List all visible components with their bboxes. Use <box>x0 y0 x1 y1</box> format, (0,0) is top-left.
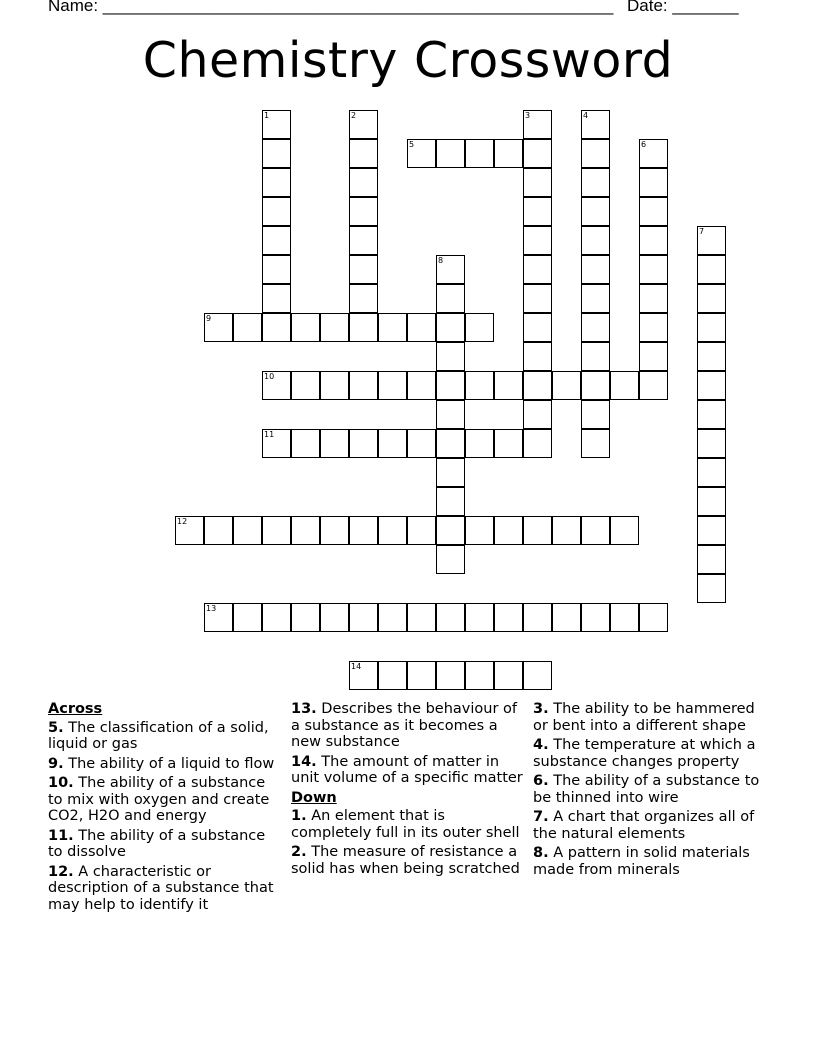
grid-cell[interactable] <box>523 400 552 429</box>
clue-number: 14. <box>291 753 317 770</box>
clue-text: Describes the behaviour of a substance as it becomes a new substance <box>291 701 518 750</box>
grid-cell[interactable] <box>378 313 407 342</box>
grid-cell[interactable] <box>697 487 726 516</box>
clue-number: 9. <box>48 755 64 772</box>
clue-text: A pattern in solid materials made from minerals <box>533 845 750 878</box>
clue-across-11 <box>48 828 280 861</box>
grid-cell[interactable] <box>320 516 349 545</box>
grid-cell[interactable] <box>291 371 320 400</box>
grid-cell[interactable] <box>465 371 494 400</box>
grid-cell[interactable] <box>697 284 726 313</box>
clue-across-9 <box>48 756 280 773</box>
grid-cell[interactable] <box>639 371 668 400</box>
clue-number: 1. <box>291 808 307 824</box>
clue-down-1 <box>291 808 523 841</box>
grid-cell[interactable] <box>407 429 436 458</box>
grid-cell[interactable] <box>436 429 465 458</box>
grid-cell[interactable] <box>407 313 436 342</box>
grid-cell[interactable] <box>320 371 349 400</box>
clue-text: An element that is completely full in its outer shell <box>291 808 520 841</box>
grid-cell[interactable] <box>639 255 668 284</box>
grid-cell[interactable] <box>262 168 291 197</box>
grid-cell[interactable] <box>262 226 291 255</box>
clue-across-10 <box>48 775 280 825</box>
grid-cell[interactable] <box>349 284 378 313</box>
clue-text: The ability to be hammered or bent into a different shape <box>533 701 755 734</box>
clue-text: The measure of resistance a solid has when being scratched <box>291 844 520 877</box>
grid-cell[interactable] <box>349 429 378 458</box>
grid-cell[interactable] <box>552 371 581 400</box>
grid-cell[interactable] <box>581 197 610 226</box>
grid-cell[interactable] <box>349 313 378 342</box>
grid-cell[interactable] <box>349 168 378 197</box>
clue-across-5 <box>48 720 280 753</box>
grid-cell[interactable] <box>581 603 610 632</box>
grid-cell[interactable] <box>465 603 494 632</box>
grid-cell[interactable] <box>233 603 262 632</box>
grid-cell[interactable] <box>262 255 291 284</box>
grid-cell[interactable] <box>639 313 668 342</box>
grid-cell[interactable] <box>436 342 465 371</box>
grid-cell[interactable] <box>407 603 436 632</box>
clue-number-label: 1 <box>264 111 270 120</box>
grid-cell[interactable] <box>262 139 291 168</box>
grid-cell[interactable] <box>378 429 407 458</box>
grid-cell[interactable] <box>349 661 378 690</box>
clue-across-12 <box>48 864 280 914</box>
grid-cell[interactable] <box>610 516 639 545</box>
date-field-label: Date: _______ <box>627 0 739 15</box>
clue-down-3 <box>533 701 765 734</box>
grid-cell[interactable] <box>581 342 610 371</box>
clue-number-label: 3 <box>525 111 531 120</box>
clue-across-14 <box>291 754 523 787</box>
grid-cell[interactable] <box>378 603 407 632</box>
grid-cell[interactable] <box>697 371 726 400</box>
grid-cell[interactable] <box>233 516 262 545</box>
clue-number-label: 5 <box>409 140 415 149</box>
clue-number: 10. <box>48 775 74 791</box>
grid-cell[interactable] <box>378 371 407 400</box>
clue-number: 3. <box>533 701 549 717</box>
grid-cell[interactable] <box>436 313 465 342</box>
grid-cell[interactable] <box>494 429 523 458</box>
clue-down-6 <box>533 773 765 806</box>
grid-cell[interactable] <box>291 603 320 632</box>
clue-number-label: 14 <box>351 662 362 671</box>
grid-cell[interactable] <box>436 516 465 545</box>
grid-cell[interactable] <box>523 661 552 690</box>
grid-cell[interactable] <box>436 139 465 168</box>
grid-cell[interactable] <box>523 429 552 458</box>
grid-cell[interactable] <box>378 516 407 545</box>
grid-cell[interactable] <box>523 284 552 313</box>
grid-cell[interactable] <box>436 284 465 313</box>
clue-column-2 <box>291 701 523 880</box>
clue-column-1 <box>48 701 280 916</box>
grid-cell[interactable] <box>204 313 233 342</box>
grid-cell[interactable] <box>552 516 581 545</box>
grid-cell[interactable] <box>407 661 436 690</box>
clue-number: 11. <box>48 827 74 844</box>
grid-cell[interactable] <box>465 661 494 690</box>
page-title: Chemistry Crossword <box>142 32 674 89</box>
grid-cell[interactable] <box>494 139 523 168</box>
grid-cell[interactable] <box>494 661 523 690</box>
grid-cell[interactable] <box>291 429 320 458</box>
clue-number-label: 9 <box>206 314 212 323</box>
grid-cell[interactable] <box>581 313 610 342</box>
grid-cell[interactable] <box>581 168 610 197</box>
clue-number-label: 6 <box>641 140 647 149</box>
grid-cell[interactable] <box>465 516 494 545</box>
grid-cell[interactable] <box>494 371 523 400</box>
name-field-label: Name: ______________________________________________________ <box>48 0 614 15</box>
grid-cell[interactable] <box>204 603 233 632</box>
grid-cell[interactable] <box>349 371 378 400</box>
grid-cell[interactable] <box>436 400 465 429</box>
grid-cell[interactable] <box>697 545 726 574</box>
grid-cell[interactable] <box>697 458 726 487</box>
grid-cell[interactable] <box>320 603 349 632</box>
clue-number: 13. <box>291 701 317 717</box>
clue-number-label: 7 <box>699 227 705 236</box>
grid-cell[interactable] <box>465 429 494 458</box>
grid-cell[interactable] <box>581 429 610 458</box>
grid-cell[interactable] <box>523 255 552 284</box>
grid-cell[interactable] <box>639 603 668 632</box>
grid-cell[interactable] <box>262 429 291 458</box>
clue-number: 8. <box>533 845 549 861</box>
grid-cell[interactable] <box>349 110 378 139</box>
grid-cell[interactable] <box>436 545 465 574</box>
grid-cell[interactable] <box>262 313 291 342</box>
clue-number: 7. <box>533 809 549 825</box>
grid-cell[interactable] <box>581 371 610 400</box>
grid-cell[interactable] <box>639 284 668 313</box>
clue-down-7 <box>533 809 765 842</box>
grid-cell[interactable] <box>639 342 668 371</box>
grid-cell[interactable] <box>523 516 552 545</box>
grid-cell[interactable] <box>291 516 320 545</box>
grid-cell[interactable] <box>349 139 378 168</box>
grid-cell[interactable] <box>639 168 668 197</box>
grid-cell[interactable] <box>523 139 552 168</box>
grid-cell[interactable] <box>697 313 726 342</box>
grid-cell[interactable] <box>349 197 378 226</box>
grid-cell[interactable] <box>436 458 465 487</box>
clue-number-label: 12 <box>177 517 188 526</box>
grid-cell[interactable] <box>639 226 668 255</box>
grid-cell[interactable] <box>610 371 639 400</box>
clue-text: The ability of a liquid to flow <box>63 755 275 772</box>
grid-cell[interactable] <box>639 197 668 226</box>
down-heading: Down <box>291 789 337 806</box>
clue-text: A characteristic or description of a substance that may help to identify it <box>48 863 274 913</box>
grid-cell[interactable] <box>262 197 291 226</box>
grid-cell[interactable] <box>291 313 320 342</box>
grid-cell[interactable] <box>436 487 465 516</box>
grid-cell[interactable] <box>175 516 204 545</box>
grid-cell[interactable] <box>262 284 291 313</box>
clue-number: 2. <box>291 844 307 860</box>
clue-number: 5. <box>48 719 64 736</box>
grid-cell[interactable] <box>523 371 552 400</box>
clue-number-label: 8 <box>438 256 444 265</box>
clue-number-label: 13 <box>206 604 217 613</box>
grid-cell[interactable] <box>581 110 610 139</box>
clue-number-label: 2 <box>351 111 357 120</box>
grid-cell[interactable] <box>407 516 436 545</box>
grid-cell[interactable] <box>262 603 291 632</box>
grid-cell[interactable] <box>465 313 494 342</box>
grid-cell[interactable] <box>523 226 552 255</box>
clue-number: 12. <box>48 863 74 880</box>
clue-text: The ability of a substance to mix with oxygen and create CO2, H2O and energy <box>48 775 270 824</box>
grid-cell[interactable] <box>494 516 523 545</box>
grid-cell[interactable] <box>436 661 465 690</box>
grid-cell[interactable] <box>523 342 552 371</box>
grid-cell[interactable] <box>523 197 552 226</box>
grid-cell[interactable] <box>349 516 378 545</box>
grid-cell[interactable] <box>465 139 494 168</box>
grid-cell[interactable] <box>494 603 523 632</box>
clue-number-label: 10 <box>264 372 275 381</box>
across-heading: Across <box>48 701 103 717</box>
grid-cell[interactable] <box>581 139 610 168</box>
grid-cell[interactable] <box>697 574 726 603</box>
grid-cell[interactable] <box>581 284 610 313</box>
clue-text: The classification of a solid, liquid or gas <box>48 719 269 752</box>
grid-cell[interactable] <box>436 603 465 632</box>
grid-cell[interactable] <box>697 429 726 458</box>
grid-cell[interactable] <box>262 516 291 545</box>
clue-across-13 <box>291 701 523 751</box>
grid-cell[interactable] <box>697 400 726 429</box>
grid-cell[interactable] <box>697 255 726 284</box>
clue-column-3 <box>533 701 765 881</box>
grid-cell[interactable] <box>523 603 552 632</box>
grid-cell[interactable] <box>204 516 233 545</box>
clue-text: A chart that organizes all of the natural elements <box>533 809 755 842</box>
grid-cell[interactable] <box>697 342 726 371</box>
grid-cell[interactable] <box>697 226 726 255</box>
grid-cell[interactable] <box>523 110 552 139</box>
grid-cell[interactable] <box>697 516 726 545</box>
grid-cell[interactable] <box>407 371 436 400</box>
grid-cell[interactable] <box>320 313 349 342</box>
clue-text: The temperature at which a substance changes property <box>533 737 756 770</box>
grid-cell[interactable] <box>436 255 465 284</box>
grid-cell[interactable] <box>349 226 378 255</box>
grid-cell[interactable] <box>581 516 610 545</box>
clue-number: 4. <box>533 737 549 753</box>
grid-cell[interactable] <box>581 400 610 429</box>
clue-number: 6. <box>533 773 549 789</box>
clue-text: The ability of a substance to dissolve <box>48 827 266 860</box>
grid-cell[interactable] <box>552 603 581 632</box>
clue-text: The amount of matter in unit volume of a specific matter <box>291 753 523 786</box>
grid-cell[interactable] <box>349 255 378 284</box>
grid-cell[interactable] <box>581 226 610 255</box>
clue-text: The ability of a substance to be thinned into wire <box>533 773 760 806</box>
clue-number-label: 11 <box>264 430 275 439</box>
grid-cell[interactable] <box>233 313 262 342</box>
clue-down-8 <box>533 845 765 878</box>
grid-cell[interactable] <box>523 168 552 197</box>
grid-cell[interactable] <box>262 110 291 139</box>
grid-cell[interactable] <box>378 661 407 690</box>
grid-cell[interactable] <box>639 139 668 168</box>
grid-cell[interactable] <box>436 371 465 400</box>
grid-cell[interactable] <box>581 255 610 284</box>
clue-down-2 <box>291 844 523 877</box>
grid-cell[interactable] <box>407 139 436 168</box>
clue-down-4 <box>533 737 765 770</box>
grid-cell[interactable] <box>349 603 378 632</box>
grid-cell[interactable] <box>262 371 291 400</box>
grid-cell[interactable] <box>320 429 349 458</box>
grid-cell[interactable] <box>523 313 552 342</box>
grid-cell[interactable] <box>610 603 639 632</box>
clue-number-label: 4 <box>583 111 589 120</box>
